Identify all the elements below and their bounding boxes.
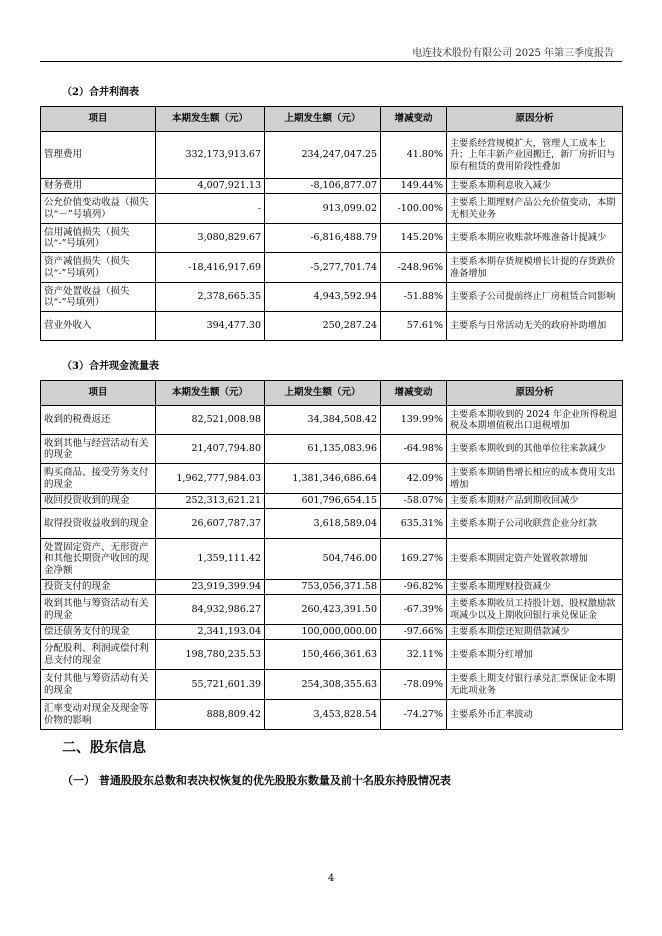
row-reason: 主要系本期子公司收联营企业分红款 [447,509,623,539]
table-header-row [41,107,623,132]
row-current: 2,341,193.04 [156,625,265,640]
row-current: 21,407,794.80 [156,435,265,464]
table-row [41,670,623,700]
row-change: 169.27% [381,539,447,580]
column-header: 原因分析 [447,107,623,132]
table-row [41,464,623,494]
row-current: 394,477.30 [156,312,265,341]
row-change: 57.61% [381,312,447,341]
column-header: 本期发生额（元） [156,107,265,132]
column-header: 增减变动 [381,107,447,132]
table-row [41,640,623,670]
row-reason: 主要系本期存货规模增长计提的存货跌价准备增加 [447,253,623,283]
row-current: 55,721,601.39 [156,670,265,700]
row-item: 资产减值损失（损失以“-”号填列） [41,253,156,283]
row-change: -96.82% [381,580,447,595]
table-row [41,700,623,730]
row-prior: 3,453,828.54 [265,700,381,730]
row-current: 1,962,777,984.03 [156,464,265,494]
table-row [41,406,623,435]
row-item: 处置固定资产、无形资产和其他长期资产收回的现金净额 [41,539,156,580]
row-reason: 主要系本期理财投资减少 [447,580,623,595]
row-reason: 主要系子公司提前终止厂房租赁合同影响 [447,283,623,312]
row-current: 252,313,621.21 [156,494,265,509]
row-reason: 主要系外币汇率波动 [447,700,623,730]
row-change: -100.00% [381,194,447,224]
row-change: -64.98% [381,435,447,464]
row-reason: 主要系经营规模扩大，管理人工成本上升；上年丰新产业园搬迁，新厂房折旧与原有租赁的费用阶段性叠加 [447,132,623,179]
row-change: -51.88% [381,283,447,312]
row-item: 收到其他与筹资活动有关的现金 [41,595,156,625]
row-prior: 234,247,047.25 [265,132,381,179]
row-current: 84,932,986.27 [156,595,265,625]
row-item: 偿还债务支付的现金 [41,625,156,640]
cashflow-statement-table [40,380,623,730]
row-prior: 250,287.24 [265,312,381,341]
row-change: 41.80% [381,132,447,179]
table-row [41,539,623,580]
table-row [41,132,623,179]
row-reason: 主要系本期收到的 2024 年企业所得税退税及本期增值税出口退税增加 [447,406,623,435]
row-change: 635.31% [381,509,447,539]
column-header: 项目 [41,107,156,132]
row-change: 42.09% [381,464,447,494]
income-statement-table [40,106,623,341]
row-current: - [156,194,265,224]
table-row [41,312,623,341]
row-prior: 34,384,508.42 [265,406,381,435]
table-header-row [41,381,623,406]
row-reason: 主要系本期收到的其他单位往来款减少 [447,435,623,464]
table-row [41,595,623,625]
row-change: -67.39% [381,595,447,625]
table-row [41,253,623,283]
row-item: 收回投资收到的现金 [41,494,156,509]
report-header: 电连技术股份有限公司 2025 年第三季度报告 [412,48,614,59]
row-prior: 1,381,346,686.64 [265,464,381,494]
row-item: 购买商品、接受劳务支付的现金 [41,464,156,494]
row-change: 145.20% [381,224,447,253]
row-reason: 主要系本期收员工持股计划、股权激励款项减少以及上期收回银行承兑保证金 [447,595,623,625]
row-current: 4,007,921.13 [156,179,265,194]
row-prior: 504,746.00 [265,539,381,580]
row-prior: 254,308,355.63 [265,670,381,700]
row-current: 1,359,111.42 [156,539,265,580]
row-change: 149.44% [381,179,447,194]
row-reason: 主要系本期分红增加 [447,640,623,670]
row-item: 支付其他与筹资活动有关的现金 [41,670,156,700]
row-prior: 601,796,654.15 [265,494,381,509]
table-row [41,283,623,312]
row-reason: 主要系本期销售增长相应的成本费用支出增加 [447,464,623,494]
row-item: 收到的税费返还 [41,406,156,435]
row-prior: 61,135,083.96 [265,435,381,464]
row-prior: -5,277,701.74 [265,253,381,283]
row-prior: -8,106,877.07 [265,179,381,194]
row-change: -248.96% [381,253,447,283]
row-item: 管理费用 [41,132,156,179]
row-current: 888,809.42 [156,700,265,730]
row-change: 32.11% [381,640,447,670]
row-prior: -6,816,488.79 [265,224,381,253]
income-statement-title: （2）合并利润表 [62,87,139,98]
column-header: 本期发生额（元） [156,381,265,406]
row-current: -18,416,917.69 [156,253,265,283]
row-item: 财务费用 [41,179,156,194]
row-prior: 100,000,000.00 [265,625,381,640]
row-current: 82,521,008.98 [156,406,265,435]
column-header: 上期发生额（元） [265,381,381,406]
table-row [41,625,623,640]
row-reason: 主要系本期应收账款坏账准备计提减少 [447,224,623,253]
row-change: -97.66% [381,625,447,640]
row-reason: 主要系与日常活动无关的政府补助增加 [447,312,623,341]
row-item: 取得投资收益收到的现金 [41,509,156,539]
row-change: -74.27% [381,700,447,730]
row-prior: 753,056,371.58 [265,580,381,595]
row-current: 2,378,665.35 [156,283,265,312]
row-item: 收到其他与经营活动有关的现金 [41,435,156,464]
row-reason: 主要系本期利息收入减少 [447,179,623,194]
column-header: 原因分析 [447,381,623,406]
row-item: 信用减值损失（损失以“-”号填列） [41,224,156,253]
row-item: 汇率变动对现金及现金等价物的影响 [41,700,156,730]
row-reason: 主要系上期支付银行承兑汇票保证金本期无此项业务 [447,670,623,700]
row-change: 139.99% [381,406,447,435]
row-current: 26,607,787.37 [156,509,265,539]
row-prior: 260,423,391.50 [265,595,381,625]
row-reason: 主要系本期固定资产处置收款增加 [447,539,623,580]
table-row [41,509,623,539]
row-current: 332,173,913.67 [156,132,265,179]
row-reason: 主要系本期财产品到期收回减少 [447,494,623,509]
row-item: 资产处置收益（损失以“-”号填列） [41,283,156,312]
column-header: 增减变动 [381,381,447,406]
row-current: 3,080,829.67 [156,224,265,253]
table-row [41,494,623,509]
table-row [41,435,623,464]
row-item: 分配股利、利润或偿付利息支付的现金 [41,640,156,670]
subsection-heading: （一） 普通股股东总数和表决权恢复的优先股股东数量及前十名股东持股情况表 [62,774,451,787]
column-header: 上期发生额（元） [265,107,381,132]
header-divider [40,61,622,62]
row-item: 公允价值变动收益（损失以“－”号填列） [41,194,156,224]
table-row [41,194,623,224]
table-row [41,179,623,194]
row-prior: 3,618,589.04 [265,509,381,539]
row-change: -78.09% [381,670,447,700]
column-header: 项目 [41,381,156,406]
row-prior: 150,466,361.63 [265,640,381,670]
row-prior: 4,943,592.94 [265,283,381,312]
row-change: -58.07% [381,494,447,509]
table-row [41,224,623,253]
row-current: 198,780,235.53 [156,640,265,670]
row-current: 23,919,399.94 [156,580,265,595]
row-item: 投资支付的现金 [41,580,156,595]
page-number: 4 [327,873,335,884]
table-row [41,580,623,595]
row-reason: 主要系上期理财产品公允价值变动，本期无相关业务 [447,194,623,224]
row-item: 营业外收入 [41,312,156,341]
section-heading-shareholders: 二、股东信息 [62,740,146,756]
cashflow-statement-title: （3）合并现金流量表 [62,361,159,372]
row-reason: 主要系本期偿还短期借款减少 [447,625,623,640]
row-prior: 913,099.02 [265,194,381,224]
